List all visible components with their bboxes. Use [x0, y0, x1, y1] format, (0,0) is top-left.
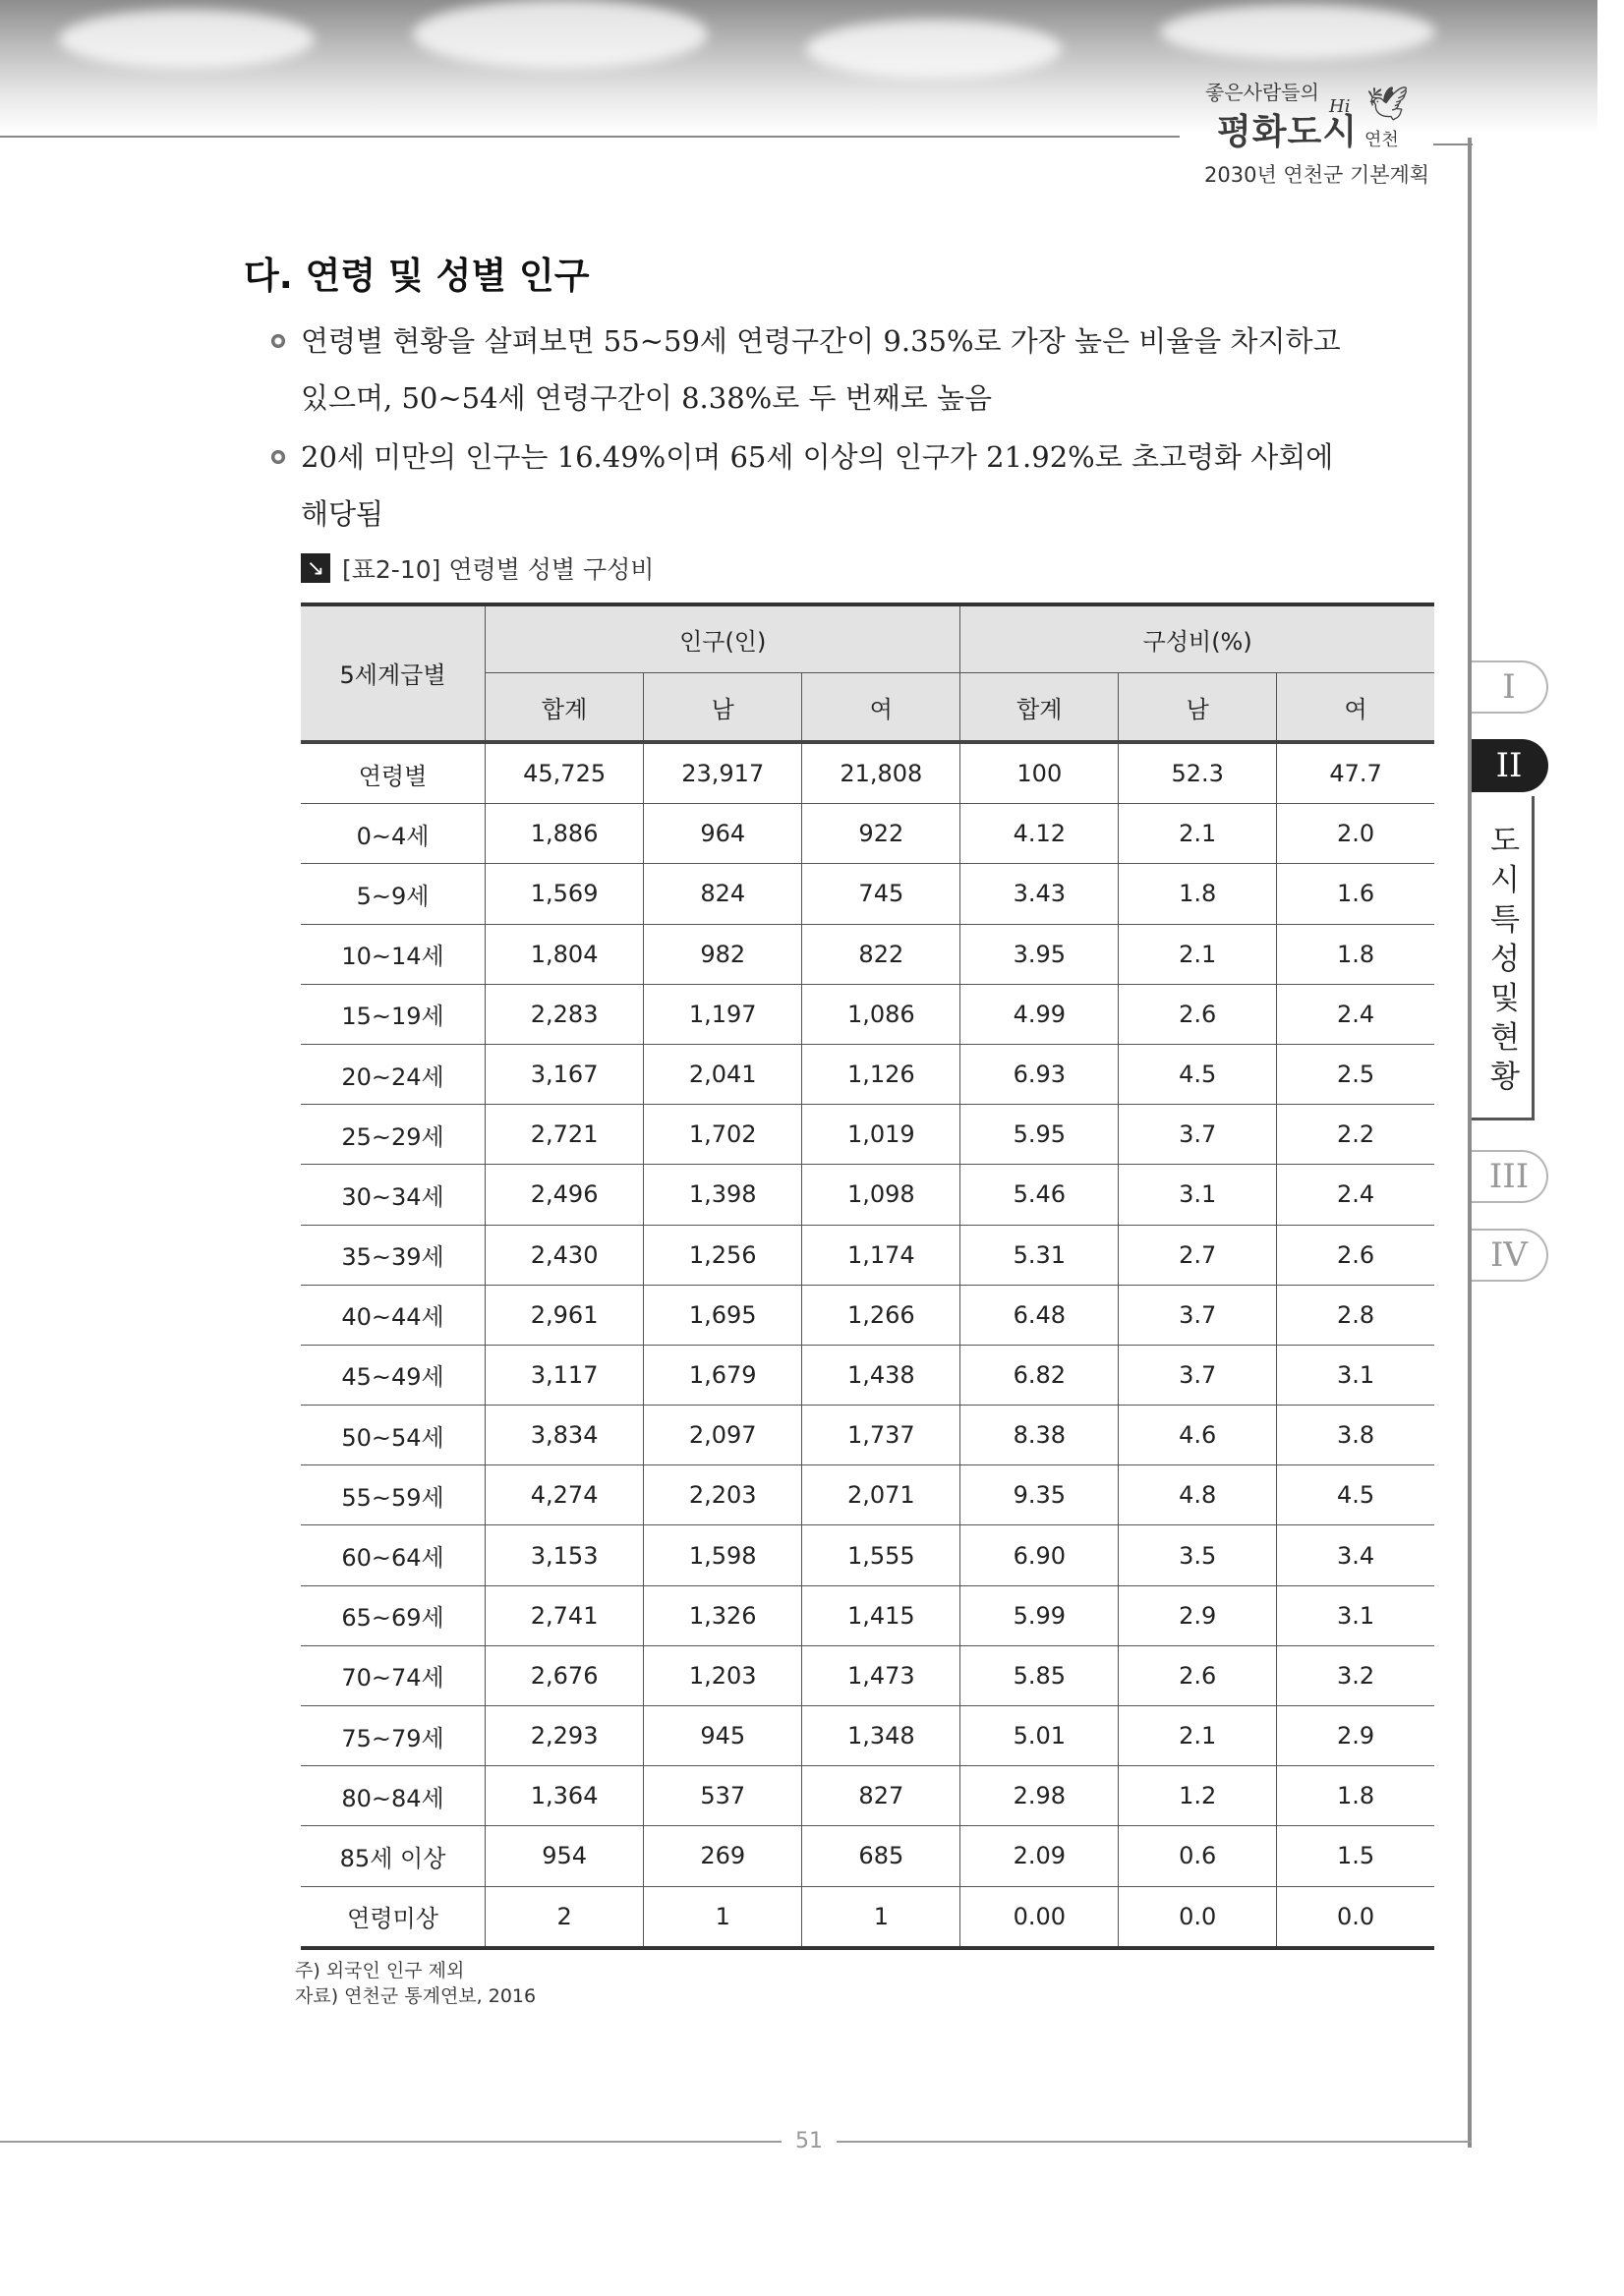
table-cell: 537	[644, 1766, 802, 1826]
table-row	[301, 1345, 1434, 1405]
table-cell: 4,274	[486, 1465, 644, 1525]
row-label-cell: 0~4세	[301, 804, 486, 864]
header-age-group: 5세계급별	[301, 605, 486, 743]
table-row	[301, 1525, 1434, 1585]
table-cell: 745	[802, 864, 960, 924]
table-row	[301, 804, 1434, 864]
table-cell: 1.8	[1277, 1766, 1434, 1826]
row-label-cell: 55~59세	[301, 1465, 486, 1525]
table-cell: 4.6	[1119, 1406, 1277, 1465]
table-row	[301, 1465, 1434, 1525]
table-cell: 8.38	[960, 1406, 1119, 1465]
table-cell: 47.7	[1277, 742, 1434, 804]
table-cell: 5.31	[960, 1225, 1119, 1285]
table-cell: 685	[802, 1826, 960, 1886]
table-cell: 1,398	[644, 1165, 802, 1225]
table-notes	[295, 1958, 536, 2009]
table-cell: 2,071	[802, 1465, 960, 1525]
brand-city: 연천	[1364, 130, 1399, 150]
table-cell: 982	[644, 924, 802, 984]
table-caption	[301, 550, 654, 586]
table-cell: 5.85	[960, 1645, 1119, 1705]
subheader-pop-total: 합계	[486, 673, 644, 743]
table-row	[301, 1826, 1434, 1886]
table-cell: 2,283	[486, 984, 644, 1044]
table-cell: 1,438	[802, 1345, 960, 1405]
table-cell: 52.3	[1119, 742, 1277, 804]
table-cell: 0.0	[1277, 1886, 1434, 1946]
city-brand-logo	[1201, 75, 1427, 153]
page-frame-right	[1468, 138, 1472, 2148]
table-cell: 3.95	[960, 924, 1119, 984]
arrow-down-right-icon: ↘	[301, 553, 330, 583]
table-row	[301, 742, 1434, 804]
table-cell: 1	[802, 1886, 960, 1946]
table-top-rule	[301, 603, 1434, 606]
table-row	[301, 1285, 1434, 1345]
brand-hi: Hi	[1329, 96, 1351, 117]
table-cell: 2.7	[1119, 1225, 1277, 1285]
table-cell: 2.1	[1119, 804, 1277, 864]
table-cell: 2,097	[644, 1406, 802, 1465]
table-cell: 1,415	[802, 1585, 960, 1645]
table-cell: 1,804	[486, 924, 644, 984]
bullet-dot-icon	[271, 450, 285, 464]
table-cell: 9.35	[960, 1465, 1119, 1525]
chapter-side-label: 도시특성및현황	[1490, 824, 1520, 1095]
subheader-ratio-female: 여	[1277, 673, 1434, 743]
subheader-ratio-total: 합계	[960, 673, 1119, 743]
table-row	[301, 1105, 1434, 1165]
table-row	[301, 1406, 1434, 1465]
table-row	[301, 1706, 1434, 1766]
table-cell: 2,961	[486, 1285, 644, 1345]
table-row	[301, 1165, 1434, 1225]
page-number: 51	[782, 2129, 837, 2153]
row-label-cell: 25~29세	[301, 1105, 486, 1165]
row-label-cell: 50~54세	[301, 1406, 486, 1465]
row-label-cell: 65~69세	[301, 1585, 486, 1645]
table-cell: 23,917	[644, 742, 802, 804]
row-label-cell: 45~49세	[301, 1345, 486, 1405]
table-cell: 2.4	[1277, 984, 1434, 1044]
table-cell: 1,019	[802, 1105, 960, 1165]
header-ratio: 구성비(%)	[960, 605, 1434, 673]
chapter-tab-1[interactable]: I	[1472, 660, 1548, 714]
note-source: 자료) 연천군 통계연보, 2016	[295, 1985, 537, 2007]
table-cell: 2,203	[644, 1465, 802, 1525]
table-cell: 3.43	[960, 864, 1119, 924]
table-row	[301, 1225, 1434, 1285]
bullet-dot-icon	[271, 334, 285, 348]
table-cell: 824	[644, 864, 802, 924]
table-cell: 1,695	[644, 1285, 802, 1345]
table-cell: 2.6	[1119, 1645, 1277, 1705]
table-cell: 4.8	[1119, 1465, 1277, 1525]
table-cell: 1,126	[802, 1044, 960, 1104]
table-cell: 2,741	[486, 1585, 644, 1645]
table-cell: 945	[644, 1706, 802, 1766]
table-cell: 21,808	[802, 742, 960, 804]
table-cell: 1,326	[644, 1585, 802, 1645]
table-cell: 1.8	[1277, 924, 1434, 984]
table-cell: 1,702	[644, 1105, 802, 1165]
table-cell: 5.95	[960, 1105, 1119, 1165]
section-title: 다. 연령 및 성별 인구	[244, 255, 590, 297]
document-subtitle: 2030년 연천군 기본계획	[1204, 163, 1430, 187]
table-cell: 0.0	[1119, 1886, 1277, 1946]
table-cell: 2.4	[1277, 1165, 1434, 1225]
table-cell: 1.8	[1119, 864, 1277, 924]
table-cell: 2.2	[1277, 1105, 1434, 1165]
table-cell: 269	[644, 1826, 802, 1886]
table-cell: 2.6	[1277, 1225, 1434, 1285]
table-cell: 3,117	[486, 1345, 644, 1405]
row-label-cell: 연령별	[301, 742, 486, 804]
table-cell: 1,886	[486, 804, 644, 864]
table-cell: 100	[960, 742, 1119, 804]
page-frame-bottom	[0, 2141, 1472, 2143]
row-label-cell: 40~44세	[301, 1285, 486, 1345]
row-label-cell: 20~24세	[301, 1044, 486, 1104]
table-cell: 5.01	[960, 1706, 1119, 1766]
table-cell: 2.09	[960, 1826, 1119, 1886]
table-cell: 4.99	[960, 984, 1119, 1044]
table-cell: 1.2	[1119, 1766, 1277, 1826]
table-cell: 1,737	[802, 1406, 960, 1465]
table-cell: 1,086	[802, 984, 960, 1044]
bullet-2-line-1: 20세 미만의 인구는 16.49%이며 65세 이상의 인구가 21.92%로 초고령화 사회에	[301, 440, 1334, 474]
table-cell: 6.90	[960, 1525, 1119, 1585]
table-cell: 2	[486, 1886, 644, 1946]
table-cell: 2,676	[486, 1645, 644, 1705]
table-cell: 1,555	[802, 1525, 960, 1585]
table-cell: 2.9	[1119, 1585, 1277, 1645]
table-cell: 3.1	[1277, 1345, 1434, 1405]
chapter-tab-2[interactable]: II	[1472, 739, 1548, 792]
table-row	[301, 864, 1434, 924]
table-cell: 5.46	[960, 1165, 1119, 1225]
brand-line1: 좋은사람들의	[1205, 81, 1319, 104]
table-cell: 2.1	[1119, 1706, 1277, 1766]
age-sex-table	[301, 604, 1434, 1947]
bullet-1	[301, 313, 1402, 427]
table-row	[301, 1766, 1434, 1826]
table-row	[301, 1585, 1434, 1645]
table-cell: 2.6	[1119, 984, 1277, 1044]
table-cell: 1.6	[1277, 864, 1434, 924]
table-cell: 2.5	[1277, 1044, 1434, 1104]
bullet-1-line-1: 연령별 현황을 살펴보면 55~59세 연령구간이 9.35%로 가장 높은 비율을 차지하고	[301, 324, 1341, 358]
table-cell: 822	[802, 924, 960, 984]
table-cell: 2,041	[644, 1044, 802, 1104]
table-cell: 954	[486, 1826, 644, 1886]
table-cell: 1,569	[486, 864, 644, 924]
bird-icon: 🕊	[1366, 85, 1410, 124]
table-cell: 6.48	[960, 1285, 1119, 1345]
table-cell: 4.12	[960, 804, 1119, 864]
table-cell: 4.5	[1277, 1465, 1434, 1525]
table-cell: 1	[644, 1886, 802, 1946]
table-cell: 3.5	[1119, 1525, 1277, 1585]
row-label-cell: 60~64세	[301, 1525, 486, 1585]
table-cell: 1,598	[644, 1525, 802, 1585]
header-population: 인구(인)	[486, 605, 960, 673]
bullet-2	[301, 429, 1402, 543]
table-cell: 6.93	[960, 1044, 1119, 1104]
table-cell: 1,348	[802, 1706, 960, 1766]
table-row	[301, 924, 1434, 984]
table-cell: 1,364	[486, 1766, 644, 1826]
header-rule-right	[1433, 144, 1473, 145]
row-label-cell: 30~34세	[301, 1165, 486, 1225]
table-cell: 0.6	[1119, 1826, 1277, 1886]
row-label-cell: 15~19세	[301, 984, 486, 1044]
table-cell: 0.00	[960, 1886, 1119, 1946]
table-cell: 3.1	[1277, 1585, 1434, 1645]
table-cell: 5.99	[960, 1585, 1119, 1645]
table-cell: 3.7	[1119, 1285, 1277, 1345]
table-cell: 2,293	[486, 1706, 644, 1766]
subheader-pop-male: 남	[644, 673, 802, 743]
row-label-cell: 10~14세	[301, 924, 486, 984]
table-cell: 1,098	[802, 1165, 960, 1225]
table-bottom-rule	[301, 1946, 1434, 1950]
table-cell: 1,256	[644, 1225, 802, 1285]
table-row	[301, 984, 1434, 1044]
subheader-ratio-male: 남	[1119, 673, 1277, 743]
table-cell: 4.5	[1119, 1044, 1277, 1104]
table-cell: 3,153	[486, 1525, 644, 1585]
row-label-cell: 35~39세	[301, 1225, 486, 1285]
table-cell: 2.1	[1119, 924, 1277, 984]
row-label-cell: 5~9세	[301, 864, 486, 924]
table-cell: 3.4	[1277, 1525, 1434, 1585]
bullet-1-line-2: 있으며, 50~54세 연령구간이 8.38%로 두 번째로 높음	[301, 381, 992, 415]
row-label-cell: 75~79세	[301, 1706, 486, 1766]
row-label-cell: 80~84세	[301, 1766, 486, 1826]
table-cell: 2,496	[486, 1165, 644, 1225]
note-foreign: 주) 외국인 인구 제외	[295, 1960, 465, 1981]
subheader-pop-female: 여	[802, 673, 960, 743]
table-cell: 2,721	[486, 1105, 644, 1165]
table-row	[301, 1044, 1434, 1104]
row-label-cell: 70~74세	[301, 1645, 486, 1705]
table-cell: 1,679	[644, 1345, 802, 1405]
table-cell: 1,473	[802, 1645, 960, 1705]
table-cell: 3.8	[1277, 1406, 1434, 1465]
table-cell: 1,203	[644, 1645, 802, 1705]
table-cell: 3,834	[486, 1406, 644, 1465]
row-label-cell: 85세 이상	[301, 1826, 486, 1886]
table-cell: 3.1	[1119, 1165, 1277, 1225]
table-row	[301, 1886, 1434, 1946]
table-row	[301, 1645, 1434, 1705]
table-cell: 964	[644, 804, 802, 864]
table-caption-text: [표2-10] 연령별 성별 구성비	[342, 555, 655, 584]
chapter-tab-3[interactable]: III	[1472, 1150, 1548, 1203]
table-cell: 3.7	[1119, 1345, 1277, 1405]
table-cell: 1,197	[644, 984, 802, 1044]
table-cell: 1,266	[802, 1285, 960, 1345]
table-cell: 922	[802, 804, 960, 864]
brand-line2: 평화도시	[1217, 111, 1359, 152]
table-cell: 2.8	[1277, 1285, 1434, 1345]
table-cell: 3.2	[1277, 1645, 1434, 1705]
table-cell: 2.0	[1277, 804, 1434, 864]
table-cell: 827	[802, 1766, 960, 1826]
table-cell: 1,174	[802, 1225, 960, 1285]
table-cell: 6.82	[960, 1345, 1119, 1405]
table-cell: 2.9	[1277, 1706, 1434, 1766]
header-rule	[0, 136, 1180, 138]
chapter-tab-4[interactable]: IV	[1472, 1229, 1548, 1282]
table-cell: 3,167	[486, 1044, 644, 1104]
table-cell: 2,430	[486, 1225, 644, 1285]
table-cell: 3.7	[1119, 1105, 1277, 1165]
table-cell: 1.5	[1277, 1826, 1434, 1886]
table-cell: 45,725	[486, 742, 644, 804]
table-cell: 2.98	[960, 1766, 1119, 1826]
row-label-cell: 연령미상	[301, 1886, 486, 1946]
bullet-2-line-2: 해당됨	[301, 497, 384, 531]
